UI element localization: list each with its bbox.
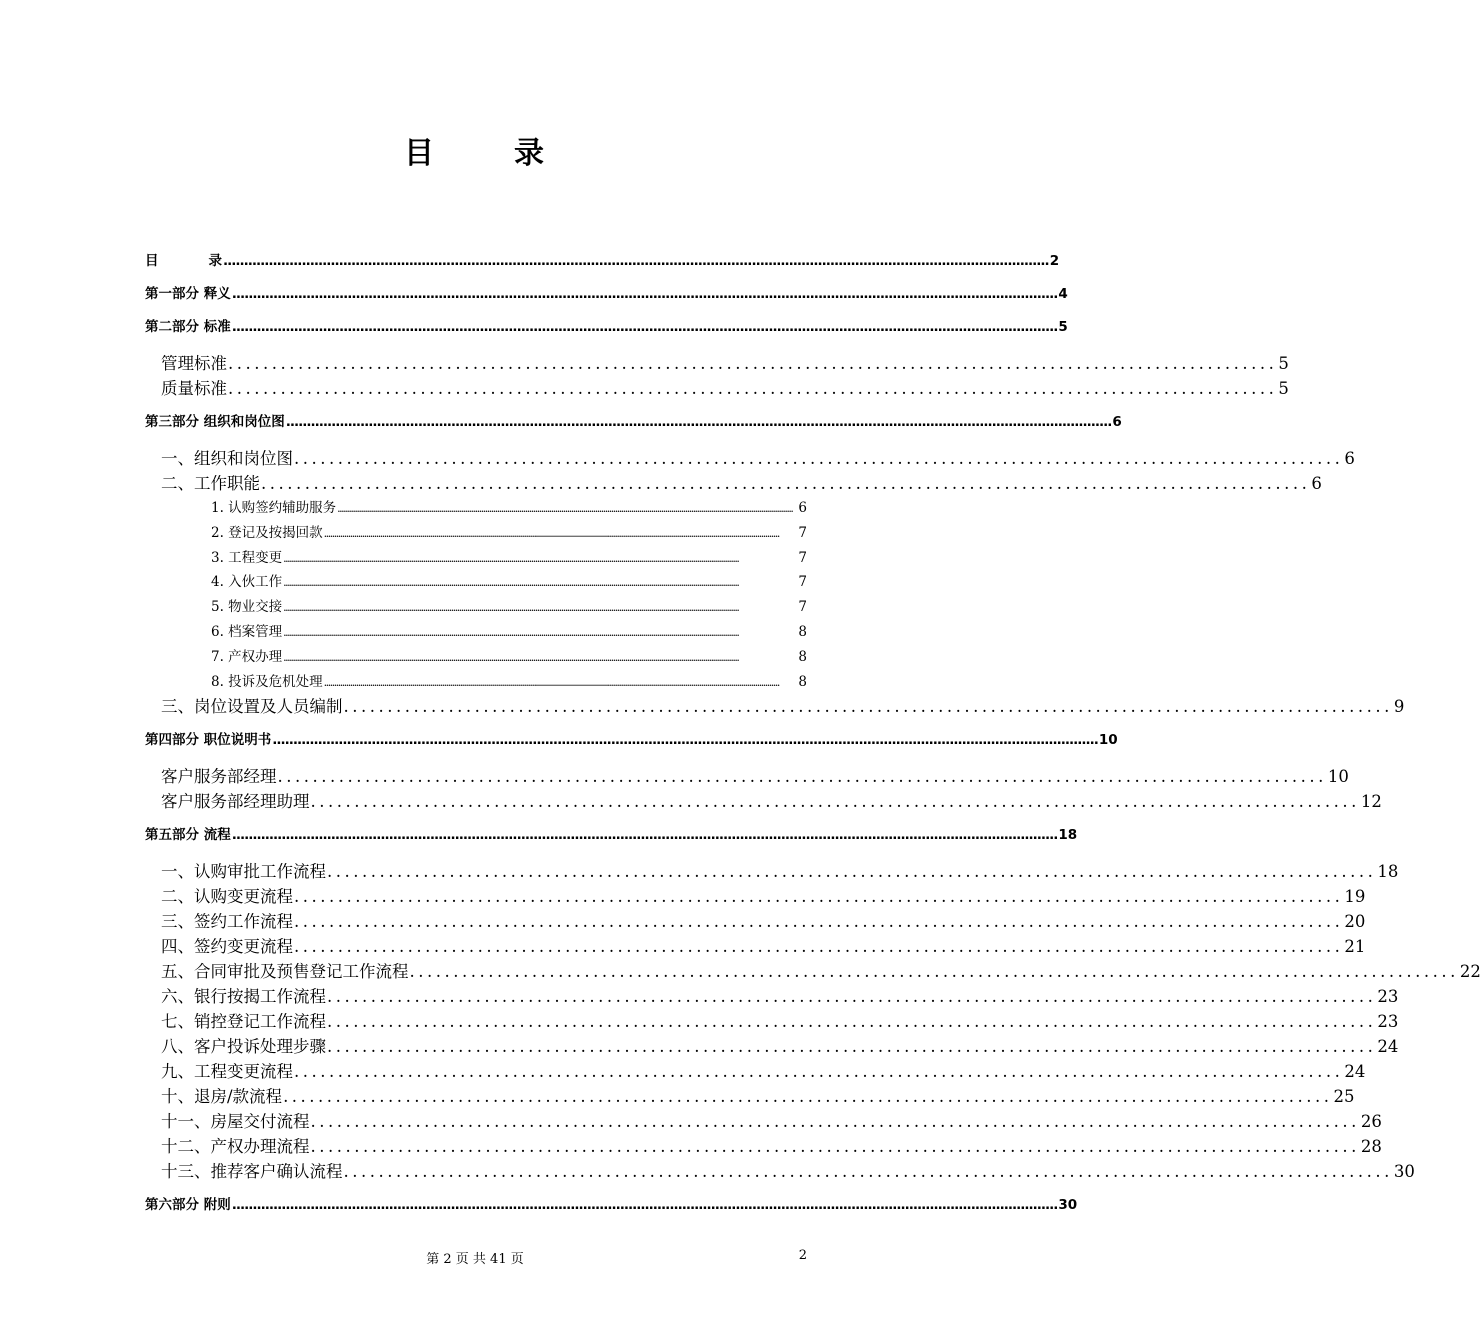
dot-leader: .................................................................................................................................................................................................................................... (323, 526, 779, 540)
toc-entry-process-1[interactable] (145, 859, 1399, 884)
toc-page-number: 6 (1112, 414, 1122, 430)
toc-page-number: 10 (1098, 732, 1118, 749)
table-of-contents (145, 246, 1481, 1223)
toc-page-number: 20 (1344, 912, 1366, 932)
dot-leader: ........................................................................................................................ (294, 887, 1344, 907)
dot-leader: .................................................................................................................................................................................................................................... (337, 502, 793, 515)
dot-leader: .................................................................................................................................................................................................................................... (283, 551, 739, 565)
dot-leader: ........................................................................................................................ (261, 474, 1311, 493)
toc-label: 4. 入伙工作 (211, 574, 283, 591)
toc-page-number: 22 (1459, 962, 1481, 982)
toc-entry-process-5[interactable] (145, 959, 1481, 984)
toc-page-number: 24 (1344, 1062, 1366, 1082)
toc-page-number: 30 (1058, 1197, 1078, 1214)
dot-leader: ........................................................................................................................................................................................................ (231, 319, 1058, 335)
toc-label: 第五部分 流程 (145, 827, 231, 844)
toc-page-number: 6 (798, 500, 807, 516)
toc-page-number: 24 (1377, 1037, 1399, 1057)
footer-page-info: 第 2 页 共 41 页 (426, 1252, 524, 1267)
toc-label: 十三、推荐客户确认流程 (161, 1162, 343, 1182)
toc-label: 六、银行按揭工作流程 (161, 987, 326, 1007)
toc-label: 五、合同审批及预售登记工作流程 (161, 962, 409, 982)
toc-entry-sub-8[interactable] (145, 670, 807, 695)
toc-entry-process-6[interactable] (145, 984, 1399, 1009)
dot-leader: ........................................................................................................................ (327, 1037, 1377, 1057)
toc-label: 七、销控登记工作流程 (161, 1012, 326, 1032)
toc-label: 第一部分 释义 (145, 286, 231, 302)
toc-page-number: 18 (1058, 827, 1078, 844)
toc-label: 第四部分 职位说明书 (145, 732, 272, 749)
toc-label: 客户服务部经理 (161, 767, 277, 787)
dot-leader: ........................................................................................................................ (228, 354, 1278, 373)
toc-label: 一、认购审批工作流程 (161, 862, 326, 882)
toc-page-number: 8 (798, 673, 807, 690)
toc-label: 二、认购变更流程 (161, 887, 293, 907)
toc-page-number: 7 (798, 574, 807, 591)
dot-leader: ........................................................................................................................ (310, 1112, 1360, 1132)
dot-leader: ........................................................................................................................ (228, 379, 1278, 398)
page-title (0, 128, 950, 172)
toc-page-number: 25 (1333, 1087, 1355, 1107)
footer-page-number: 2 (798, 1248, 807, 1263)
dot-leader: ........................................................................................................................ (294, 912, 1344, 932)
dot-leader: ........................................................................................................................................................................................................ (272, 732, 1098, 749)
dot-leader: .................................................................................................................................................................................................................................... (283, 650, 739, 664)
toc-entry-staffing[interactable] (145, 694, 1405, 719)
toc-label: 十二、产权办理流程 (161, 1137, 310, 1157)
toc-entry-process-13[interactable] (145, 1159, 1415, 1184)
toc-page-number: 6 (1344, 449, 1355, 468)
toc-entry-process-9[interactable] (145, 1059, 1366, 1084)
toc-page-number: 23 (1377, 1012, 1399, 1032)
toc-page-number: 30 (1393, 1162, 1415, 1182)
toc-label: 7. 产权办理 (211, 648, 283, 665)
toc-label: 管理标准 (161, 354, 227, 373)
toc-entry-org-chart[interactable] (145, 446, 1355, 471)
toc-label: 质量标准 (161, 379, 227, 398)
title-char-1: 目 (404, 136, 436, 171)
toc-page-number: 7 (798, 599, 807, 616)
dot-leader: ........................................................................................................................ (310, 792, 1360, 812)
toc-label: 8. 投诉及危机处理 (211, 673, 323, 690)
dot-leader: ........................................................................................................................ (294, 1062, 1344, 1082)
toc-label: 客户服务部经理助理 (161, 792, 310, 812)
toc-entry-sub-1[interactable] (145, 496, 807, 521)
toc-label: 一、组织和岗位图 (161, 449, 293, 468)
toc-entry-process-7[interactable] (145, 1009, 1399, 1034)
dot-leader: ........................................................................................................................................................................................................ (223, 253, 1049, 269)
toc-label: 1. 认购签约辅助服务 (211, 500, 337, 516)
toc-entry-part-6[interactable] (145, 1190, 1078, 1223)
dot-leader: ........................................................................................................................ (409, 962, 1459, 982)
toc-page-number: 10 (1327, 767, 1349, 787)
dot-leader: ........................................................................................................................ (283, 1087, 1333, 1107)
toc-page-number: 12 (1360, 792, 1382, 812)
toc-page-number: 5 (1278, 379, 1289, 398)
toc-entry-sub-4[interactable] (145, 570, 807, 595)
toc-label: 九、工程变更流程 (161, 1062, 293, 1082)
dot-leader: ........................................................................................................................................................................................................ (285, 414, 1112, 430)
toc-page-number: 26 (1360, 1112, 1382, 1132)
toc-label-part-b: 录 (208, 253, 222, 269)
toc-page-number: 28 (1360, 1137, 1382, 1157)
toc-page-number: 18 (1377, 862, 1399, 882)
toc-label: 第三部分 组织和岗位图 (145, 414, 285, 430)
dot-leader: .................................................................................................................................................................................................................................... (283, 576, 739, 590)
toc-page-number: 5 (1058, 319, 1068, 335)
toc-entry-cs-manager[interactable] (145, 764, 1349, 789)
toc-label-part-a: 目 (145, 253, 159, 269)
dot-leader: ........................................................................................................................ (277, 767, 1327, 787)
dot-leader: ........................................................................................................................ (327, 987, 1377, 1007)
toc-page-number: 7 (798, 524, 807, 541)
title-char-2: 录 (514, 136, 546, 171)
toc-entry-sub-7[interactable] (145, 645, 807, 670)
toc-entry-process-4[interactable] (145, 934, 1366, 959)
toc-entry-process-11[interactable] (145, 1109, 1382, 1134)
toc-label: 2. 登记及按揭回款 (211, 524, 323, 541)
toc-entry-sub-2[interactable] (145, 521, 807, 546)
toc-entry-part-5[interactable] (145, 820, 1078, 853)
toc-entry-management-standard[interactable] (145, 351, 1289, 376)
toc-entry-part-2[interactable] (145, 312, 1068, 345)
toc-entry-part-4[interactable] (145, 725, 1118, 758)
dot-leader: ........................................................................................................................................................................................................ (231, 827, 1058, 844)
toc-page-number: 7 (798, 549, 807, 566)
toc-label: 第二部分 标准 (145, 319, 231, 335)
toc-page-number: 8 (798, 648, 807, 665)
toc-page-number: 2 (1049, 253, 1060, 269)
toc-label: 四、签约变更流程 (161, 937, 293, 957)
toc-label: 3. 工程变更 (211, 549, 283, 566)
toc-label: 二、工作职能 (161, 474, 260, 493)
toc-entry-part-1[interactable] (145, 279, 1068, 312)
toc-page-number: 9 (1393, 697, 1405, 717)
toc-entry-contents[interactable] (145, 246, 1060, 279)
toc-entry-quality-standard[interactable] (145, 376, 1289, 401)
toc-entry-sub-3[interactable] (145, 546, 807, 571)
dot-leader: ........................................................................................................................................................................................................ (231, 1197, 1058, 1214)
toc-page-number: 6 (1311, 474, 1322, 493)
toc-entry-work-functions[interactable] (145, 471, 1322, 496)
dot-leader: ........................................................................................................................ (327, 862, 1377, 882)
toc-entry-process-12[interactable] (145, 1134, 1382, 1159)
dot-leader: .................................................................................................................................................................................................................................... (283, 625, 739, 639)
toc-page-number: 4 (1058, 286, 1068, 302)
toc-page-number: 19 (1344, 887, 1366, 907)
toc-entry-cs-manager-assistant[interactable] (145, 789, 1382, 814)
toc-page-number: 8 (798, 623, 807, 640)
toc-label: 三、岗位设置及人员编制 (161, 697, 343, 717)
dot-leader: ........................................................................................................................ (343, 697, 1393, 717)
toc-label: 十一、房屋交付流程 (161, 1112, 310, 1132)
toc-label: 6. 档案管理 (211, 623, 283, 640)
toc-label: 第六部分 附则 (145, 1197, 231, 1214)
toc-page-number: 21 (1344, 937, 1366, 957)
toc-label: 三、签约工作流程 (161, 912, 293, 932)
toc-entry-process-8[interactable] (145, 1034, 1399, 1059)
toc-label: 5. 物业交接 (211, 599, 283, 616)
dot-leader: .................................................................................................................................................................................................................................... (283, 601, 739, 615)
dot-leader: ........................................................................................................................ (343, 1162, 1393, 1182)
toc-page-number: 5 (1278, 354, 1289, 373)
toc-entry-process-3[interactable] (145, 909, 1366, 934)
toc-entry-process-10[interactable] (145, 1084, 1355, 1109)
dot-leader: .................................................................................................................................................................................................................................... (323, 675, 779, 689)
toc-entry-sub-5[interactable] (145, 595, 807, 620)
toc-entry-part-3[interactable] (145, 407, 1122, 440)
toc-label: 十、退房/款流程 (161, 1087, 283, 1107)
dot-leader: ........................................................................................................................ (310, 1137, 1360, 1157)
toc-entry-sub-6[interactable] (145, 620, 807, 645)
dot-leader: ........................................................................................................................ (327, 1012, 1377, 1032)
toc-entry-process-2[interactable] (145, 884, 1366, 909)
toc-label: 八、客户投诉处理步骤 (161, 1037, 326, 1057)
dot-leader: ........................................................................................................................ (294, 449, 1344, 468)
dot-leader: ........................................................................................................................................................................................................ (231, 286, 1058, 302)
toc-page-number: 23 (1377, 987, 1399, 1007)
dot-leader: ........................................................................................................................ (294, 937, 1344, 957)
